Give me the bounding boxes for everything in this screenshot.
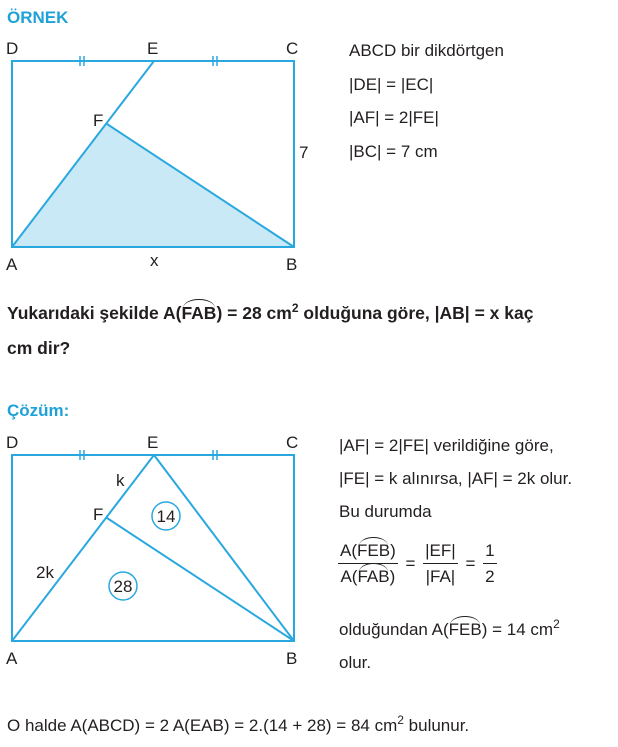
area-ratio-equation: $\frac{\text{A(FEB)}}{\text{A(FAB)}}$ = $\frac{|EF|}{|FA|}$ = $\frac{1}{2}$ bbox=[340, 541, 495, 586]
vertex-a-label: A bbox=[6, 255, 18, 274]
solution-line-1: |AF| = 2|FE| verildiğine göre, bbox=[339, 436, 554, 455]
vertex-c-label: C bbox=[286, 433, 299, 452]
segment-ratio-fraction: $\frac{|EF|}{|FA|}$ bbox=[425, 541, 456, 586]
vertex-a-label: A bbox=[6, 649, 18, 668]
angle-hat-feb: FEB bbox=[448, 620, 482, 639]
angle-hat-fab: FAB bbox=[181, 303, 217, 323]
base-x-label: x bbox=[150, 251, 159, 270]
question-line-1: Yukarıdaki şekilde A(FAB) = 28 $cm^2$ olduğuna göre, |AB| = x kaç bbox=[7, 301, 534, 323]
solution-line-2: |FE| = k alınırsa, |AF| = 2k olur. bbox=[339, 469, 573, 488]
vertex-b-label: B bbox=[286, 649, 298, 668]
segment-k-label: k bbox=[116, 471, 125, 490]
vertex-e-label: E bbox=[147, 433, 159, 452]
given-bc: |BC| = 7 cm bbox=[349, 142, 438, 161]
vertex-f-label: F bbox=[93, 111, 104, 130]
given-rectangle: ABCD bir dikdörtgen bbox=[349, 41, 504, 60]
given-de-ec: |DE| = |EC| bbox=[349, 75, 434, 94]
vertex-e-label: E bbox=[147, 39, 159, 58]
since-line: olduğundan A(FEB) = 14 $cm^2$ bbox=[339, 617, 560, 639]
solution-heading: Çözüm: bbox=[7, 401, 70, 420]
segment-eb-solution bbox=[154, 455, 294, 641]
area-ratio-fraction: $\frac{\text{A(FEB)}}{\text{A(FAB)}}$ bbox=[340, 541, 396, 586]
segment-ae-solution bbox=[12, 455, 154, 641]
area-fab-value: 28 bbox=[113, 577, 133, 596]
given-af-fe: |AF| = 2|FE| bbox=[349, 108, 439, 127]
segment-2k-label: 2k bbox=[36, 563, 54, 582]
area-feb-value: 14 bbox=[156, 507, 176, 526]
vertex-d-label: D bbox=[6, 433, 19, 452]
vertex-f-label: F bbox=[93, 505, 104, 524]
solution-line-3: Bu durumda bbox=[339, 502, 432, 521]
question-line-2: cm dir? bbox=[7, 338, 71, 358]
value-fraction: $\frac{1}{2}$ bbox=[485, 541, 495, 586]
vertex-d-label: D bbox=[6, 39, 19, 58]
vertex-c-label: C bbox=[286, 39, 299, 58]
conclusion-line: O halde A(ABCD) = 2 A(EAB) = 2.(14 + 28) = 84 $cm^2$ bulunur. bbox=[7, 713, 470, 735]
vertex-b-label: B bbox=[286, 255, 298, 274]
side-bc-label: 7 bbox=[299, 143, 309, 162]
example-heading: ÖRNEK bbox=[7, 8, 69, 27]
olur-line: olur. bbox=[339, 653, 372, 672]
